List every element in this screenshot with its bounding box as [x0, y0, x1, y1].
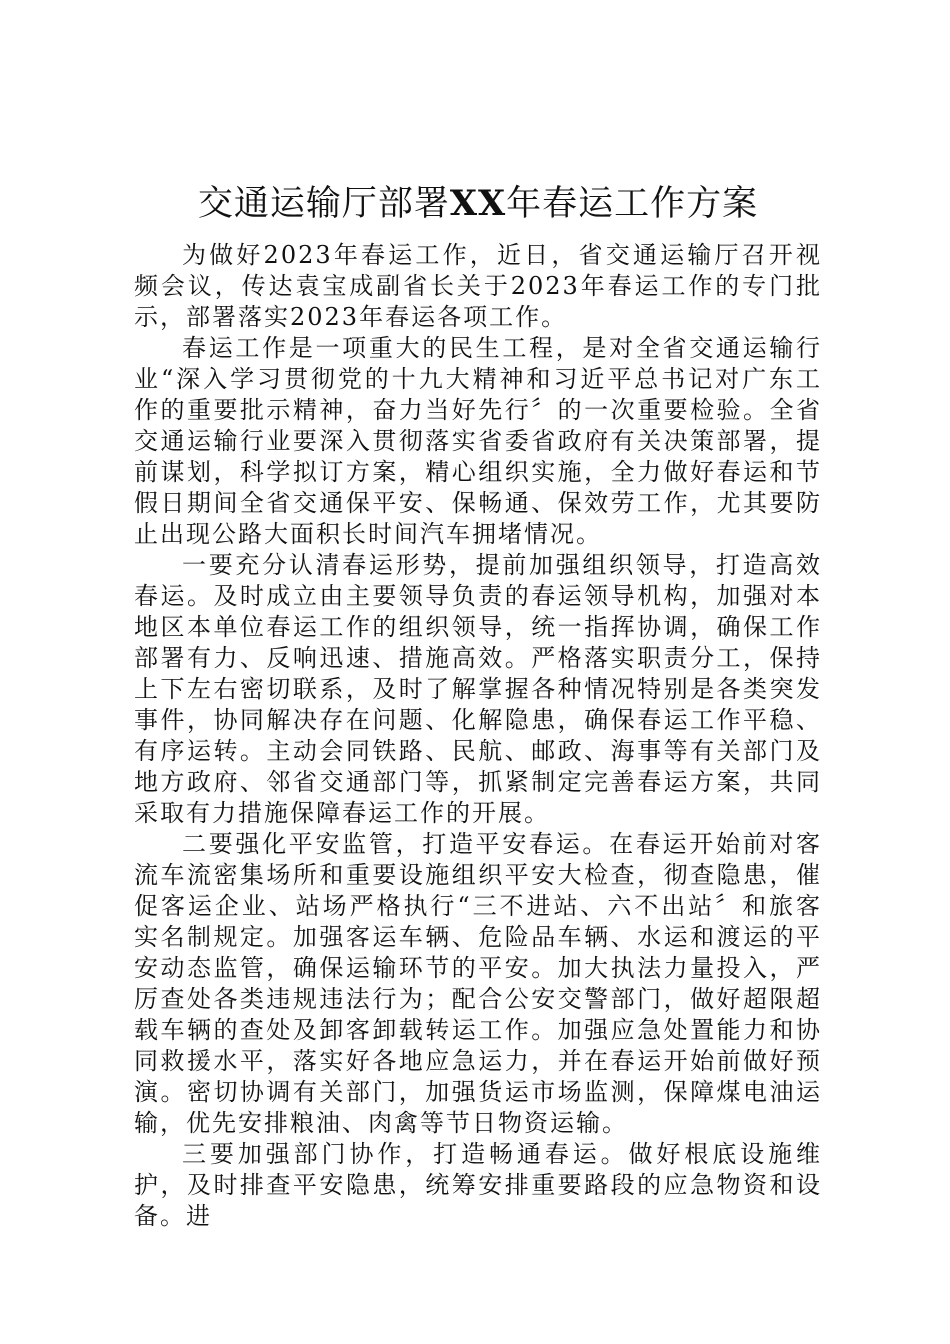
paragraph-significance: 春运工作是一项重大的民生工程，是对全省交通运输行业“深入学习贯彻党的十九大精神和习近平总书记对广东工作的重要批示精神，奋力当好先行〞的一次重要检验。全省交通运输行业要深入贯彻落实省委省政府有关决策部署，提前谋划，科学拟订方案，精心组织实施，全力做好春运和节假日期间全省交通保平安、保畅通、保效劳工作，尤其要防止出现公路大面积长时间汽车拥堵情况。: [134, 334, 822, 548]
paragraph-intro: 为做好2023年春运工作，近日，省交通运输厅召开视频会议，传达袁宝成副省长关于2023年春运工作的专门批示，部署落实2023年春运各项工作。: [134, 241, 822, 331]
document-page: [134, 178, 822, 1232]
paragraph-point-two: 二要强化平安监管，打造平安春运。在春运开始前对客流车流密集场所和重要设施组织平安大检查，彻查隐患，催促客运企业、站场严格执行“三不进站、六不出站〞和旅客实名制规定。加强客运车辆、危险品车辆、水运和渡运的平安动态监管，确保运输环节的平安。加大执法力量投入，严厉查处各类违规违法行为；配合公安交警部门，做好超限超载车辆的查处及卸客卸载转运工作。加强应急处置能力和协同救援水平，落实好各地应急运力，并在春运开始前做好预演。密切协调有关部门，加强货运市场监测，保障煤电油运输，优先安排粮油、肉禽等节日物资运输。: [134, 830, 822, 1137]
title-text-part1: 交通运输厅部署: [197, 184, 450, 224]
title-text-part2: XX: [449, 183, 507, 224]
document-title: [134, 178, 822, 230]
paragraph-point-three: 三要加强部门协作，打造畅通春运。做好根底设施维护，及时排查平安隐患，统筹安排重要路段的应急物资和设备。进: [134, 1140, 822, 1230]
title-text-part3: 年春运工作方案: [506, 184, 759, 224]
paragraph-point-one: 一要充分认清春运形势，提前加强组织领导，打造高效春运。及时成立由主要领导负责的春运领导机构，加强对本地区本单位春运工作的组织领导，统一指挥协调，确保工作部署有力、反响迅速、措施高效。严格落实职责分工，保持上下左右密切联系，及时了解掌握各种情况特别是各类突发事件，协同解决存在问题、化解隐患，确保春运工作平稳、有序运转。主动会同铁路、民航、邮政、海事等有关部门及地方政府、邻省交通部门等，抓紧制定完善春运方案，共同采取有力措施保障春运工作的开展。: [134, 551, 822, 827]
